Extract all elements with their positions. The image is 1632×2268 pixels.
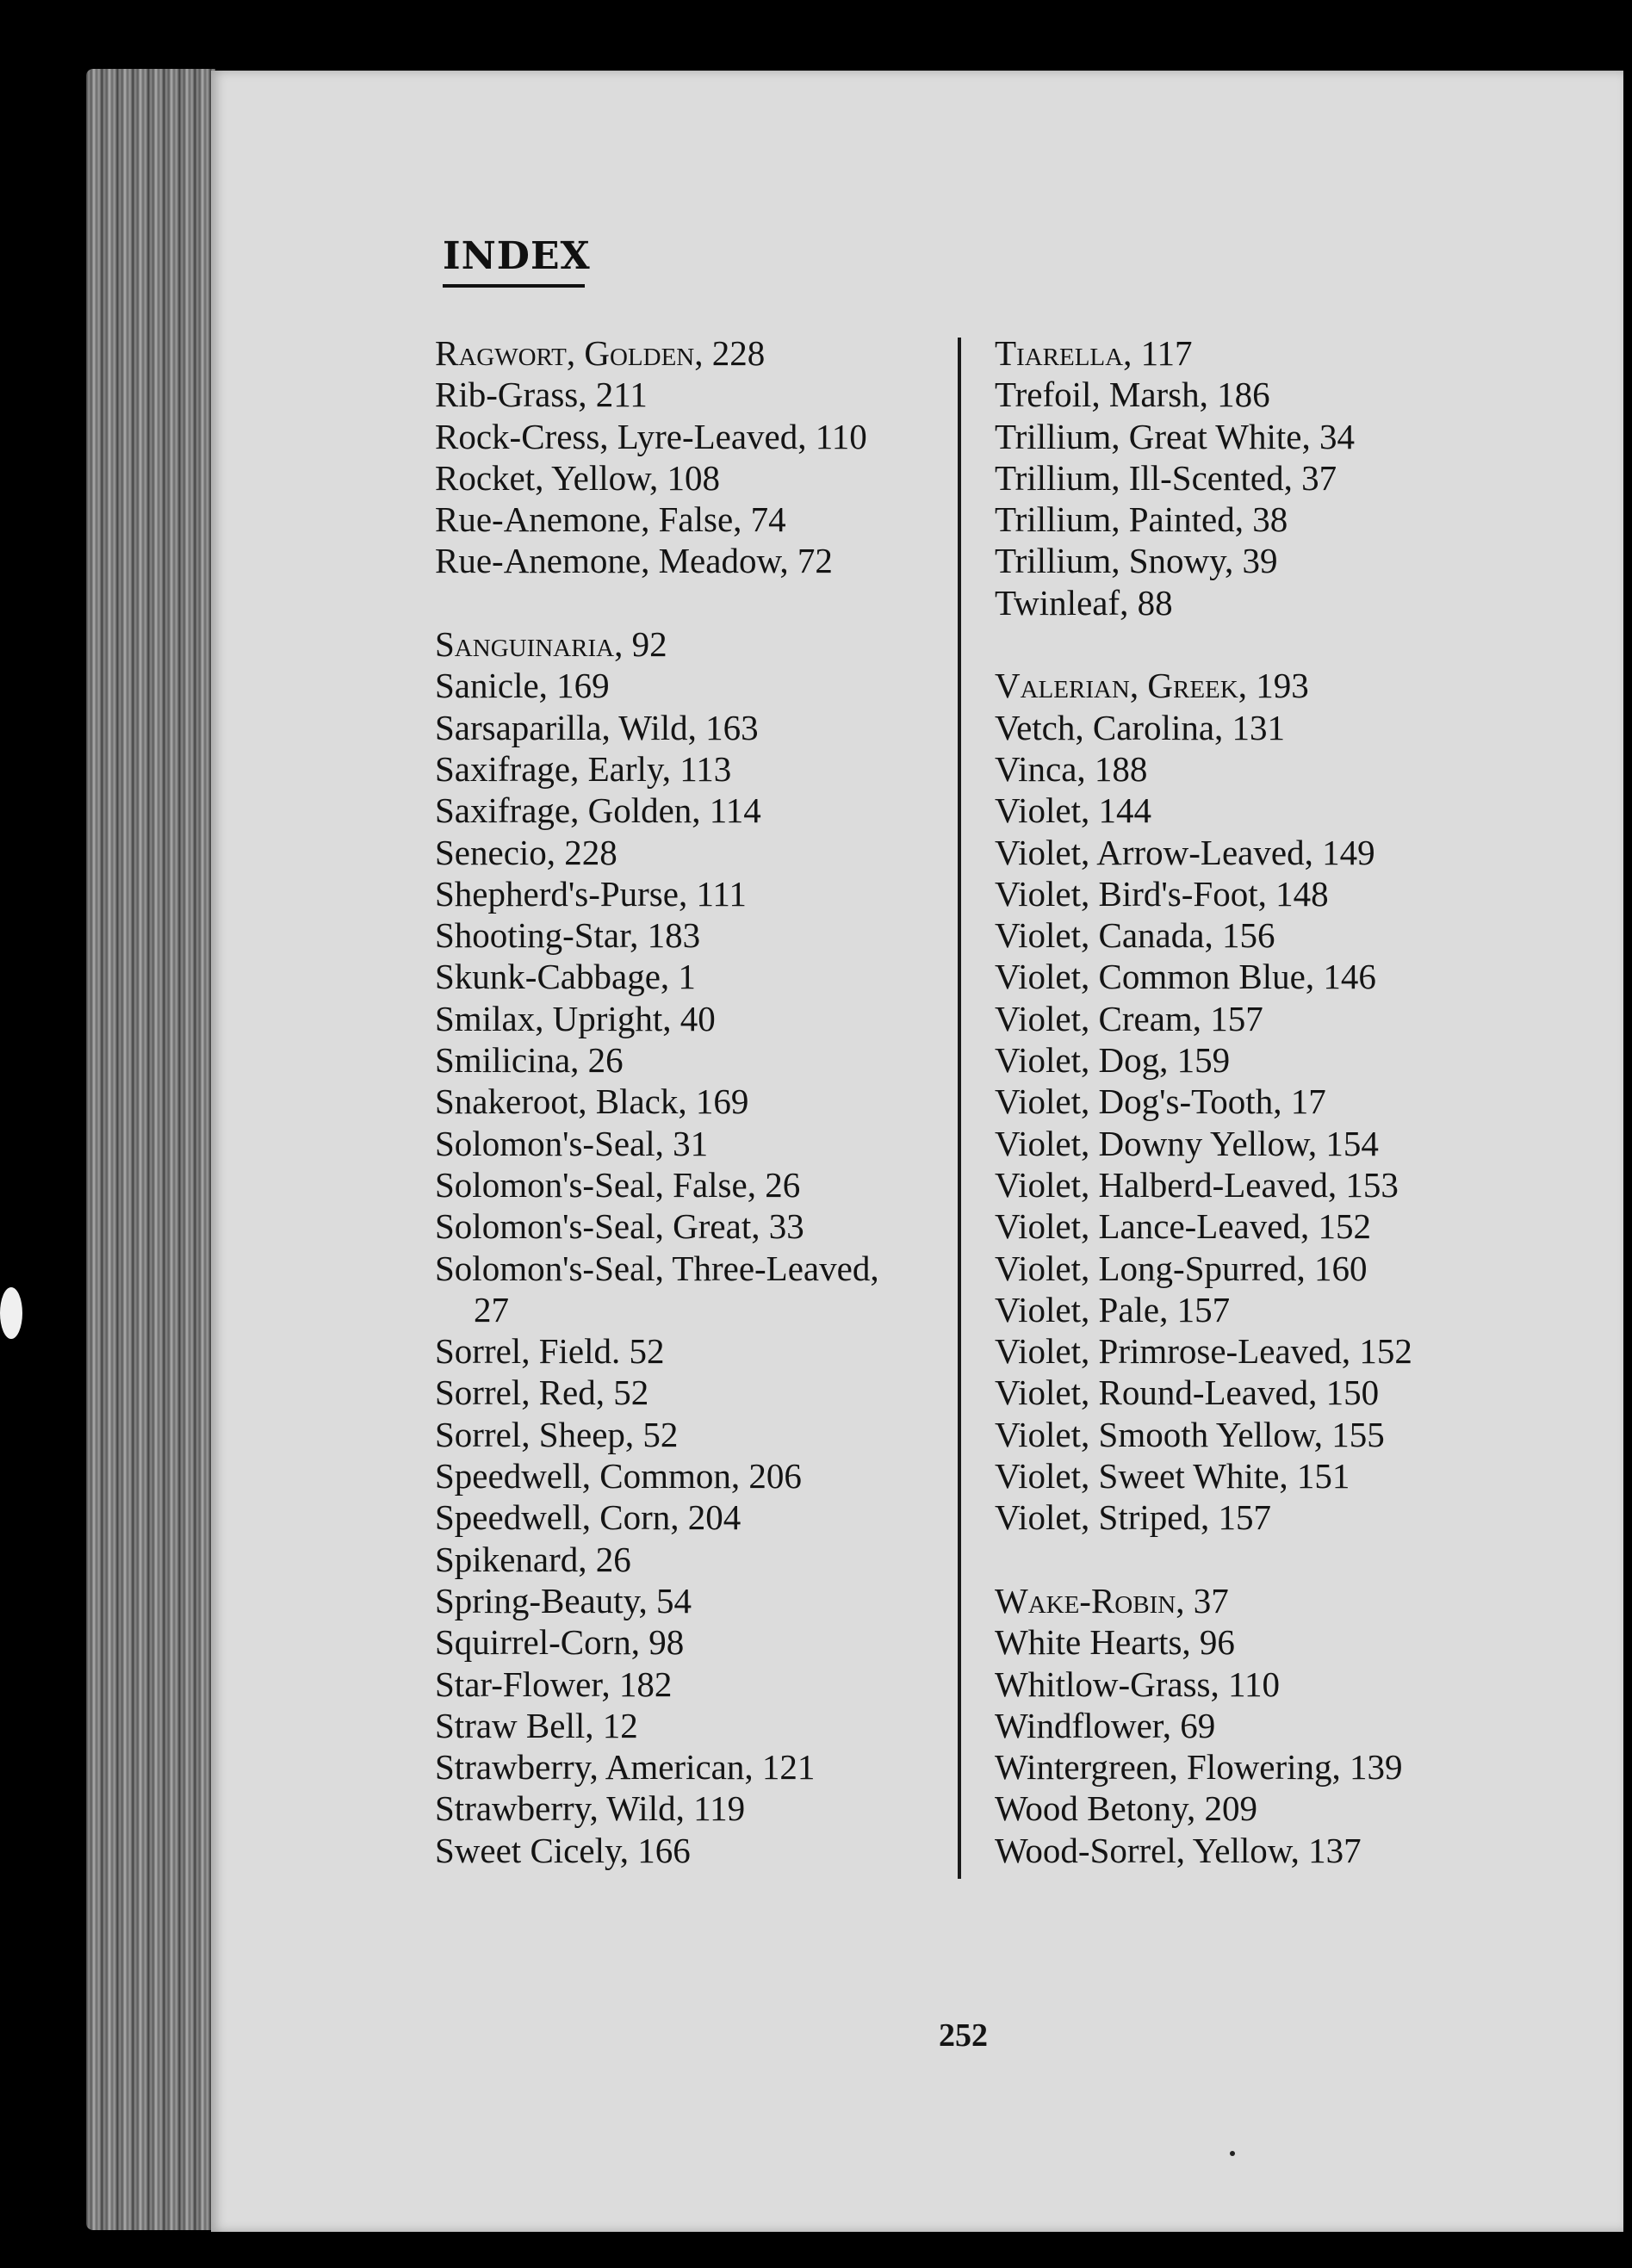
- index-entry: Solomon's-Seal, Great, 33: [435, 1206, 804, 1247]
- index-entry: Snakeroot, Black, 169: [435, 1081, 749, 1122]
- index-entry: Sorrel, Field. 52: [435, 1331, 665, 1372]
- index-entry: Trefoil, Marsh, 186: [995, 375, 1270, 415]
- index-entry: Star-Flower, 182: [435, 1664, 673, 1704]
- entry-heading: Valerian, Greek: [995, 666, 1238, 706]
- book-page-edges: [86, 69, 215, 2230]
- entry-page-ref: , 37: [1176, 1580, 1229, 1620]
- index-entry: Violet, Primrose-Leaved, 152: [995, 1331, 1412, 1372]
- index-entry: Saxifrage, Early, 113: [435, 748, 732, 789]
- column-divider: [958, 338, 961, 1879]
- index-entry: Windflower, 69: [995, 1705, 1216, 1745]
- index-entry-section-start: [435, 623, 943, 665]
- index-entry: Solomon's-Seal, 31: [435, 1123, 709, 1163]
- index-entry: Violet, Smooth Yellow, 155: [995, 1414, 1385, 1454]
- index-entry: Sarsaparilla, Wild, 163: [435, 707, 759, 747]
- entry-page-ref: , 228: [694, 333, 766, 373]
- index-entry: Senecio, 228: [435, 832, 617, 872]
- index-entry: Sorrel, Sheep, 52: [435, 1414, 679, 1454]
- entry-page-ref: , 92: [614, 624, 667, 665]
- index-column-right: [995, 332, 1511, 1871]
- letter-section-gap: [435, 582, 943, 623]
- index-entry: Squirrel-Corn, 98: [435, 1622, 685, 1663]
- index-entry: Trillium, Ill-Scented, 37: [995, 457, 1337, 498]
- index-entry: Smilax, Upright, 40: [435, 998, 716, 1038]
- index-entry: Whitlow-Grass, 110: [995, 1664, 1280, 1704]
- index-entry: Wood-Sorrel, Yellow, 137: [995, 1830, 1362, 1870]
- index-entry: Vinca, 188: [995, 748, 1148, 789]
- index-entry: Rib-Grass, 211: [435, 375, 648, 415]
- index-entry: Speedwell, Common, 206: [435, 1456, 802, 1497]
- index-entry: Rue-Anemone, Meadow, 72: [435, 541, 833, 581]
- index-entry: Violet, Sweet White, 151: [995, 1456, 1350, 1497]
- index-entry: Trillium, Great White, 34: [995, 416, 1355, 456]
- index-entry: Sorrel, Red, 52: [435, 1373, 649, 1413]
- index-entry: White Hearts, 96: [995, 1622, 1235, 1663]
- index-entry: Violet, Pale, 157: [995, 1289, 1231, 1329]
- index-entry: Violet, Long-Spurred, 160: [995, 1248, 1368, 1288]
- index-entry: Violet, Bird's-Foot, 148: [995, 873, 1329, 914]
- index-entry: Strawberry, Wild, 119: [435, 1788, 746, 1829]
- letter-section-gap: [995, 623, 1511, 665]
- index-entry: Straw Bell, 12: [435, 1705, 638, 1745]
- index-entry: Rock-Cress, Lyre-Leaved, 110: [435, 416, 867, 456]
- index-entry: Trillium, Snowy, 39: [995, 541, 1278, 581]
- index-entry: Violet, Striped, 157: [995, 1497, 1271, 1538]
- index-entry: Violet, Downy Yellow, 154: [995, 1123, 1379, 1163]
- index-column-left: [435, 332, 943, 1871]
- entry-heading: Ragwort, Golden: [435, 333, 695, 373]
- index-entry: Speedwell, Corn, 204: [435, 1497, 742, 1538]
- index-entry: Violet, Arrow-Leaved, 149: [995, 832, 1375, 872]
- index-entry-section-start: [435, 332, 943, 374]
- index-entry-section-start: [995, 665, 1511, 706]
- index-entry: Violet, Halberd-Leaved, 153: [995, 1164, 1399, 1205]
- index-entry: Violet, Dog's-Tooth, 17: [995, 1081, 1326, 1122]
- index-entry: Shepherd's-Purse, 111: [435, 873, 747, 914]
- index-entry: Wood Betony, 209: [995, 1788, 1257, 1829]
- entry-heading: Sanguinaria: [435, 624, 615, 665]
- index-entry: Spikenard, 26: [435, 1539, 631, 1579]
- letter-section-gap: [995, 1539, 1511, 1580]
- index-entry-section-start: [995, 1580, 1511, 1621]
- index-entry: Strawberry, American, 121: [435, 1747, 816, 1788]
- page-number: 252: [939, 2017, 988, 2054]
- index-entry-continuation: 27: [474, 1289, 509, 1329]
- index-entry: Wintergreen, Flowering, 139: [995, 1747, 1403, 1788]
- index-entry: Spring-Beauty, 54: [435, 1580, 692, 1620]
- scan-artifact: [0, 1287, 22, 1339]
- entry-heading: Wake-Robin: [995, 1580, 1176, 1620]
- index-entry: Rocket, Yellow, 108: [435, 457, 721, 498]
- index-entry-section-start: [995, 332, 1511, 374]
- entry-page-ref: , 193: [1238, 666, 1309, 706]
- index-entry: Vetch, Carolina, 131: [995, 707, 1286, 747]
- entry-heading: Tiarella: [995, 333, 1124, 373]
- index-entry: Solomon's-Seal, False, 26: [435, 1164, 801, 1205]
- index-entry: Trillium, Painted, 38: [995, 499, 1288, 540]
- index-entry: Violet, Cream, 157: [995, 998, 1263, 1038]
- index-entry: Violet, Lance-Leaved, 152: [995, 1206, 1371, 1247]
- index-entry: Skunk-Cabbage, 1: [435, 957, 696, 997]
- index-entry: Smilicina, 26: [435, 1040, 624, 1081]
- index-entry: Violet, Common Blue, 146: [995, 957, 1376, 997]
- index-entry: Sanicle, 169: [435, 666, 610, 706]
- scan-speck: [1230, 2151, 1235, 2156]
- index-entry: Solomon's-Seal, Three-Leaved,: [435, 1248, 879, 1288]
- index-entry: Saxifrage, Golden, 114: [435, 790, 761, 831]
- page-heading: INDEX: [443, 234, 591, 278]
- index-entry: Rue-Anemone, False, 74: [435, 499, 786, 540]
- index-entry: Sweet Cicely, 166: [435, 1830, 691, 1870]
- index-entry: Violet, Canada, 156: [995, 915, 1275, 956]
- index-entry: Shooting-Star, 183: [435, 915, 701, 956]
- index-entry: Twinleaf, 88: [995, 582, 1173, 623]
- heading-underline: [443, 284, 585, 288]
- index-entry: Violet, Round-Leaved, 150: [995, 1373, 1380, 1413]
- entry-page-ref: , 117: [1123, 333, 1193, 373]
- index-entry: Violet, 144: [995, 790, 1152, 831]
- index-entry: Violet, Dog, 159: [995, 1040, 1231, 1081]
